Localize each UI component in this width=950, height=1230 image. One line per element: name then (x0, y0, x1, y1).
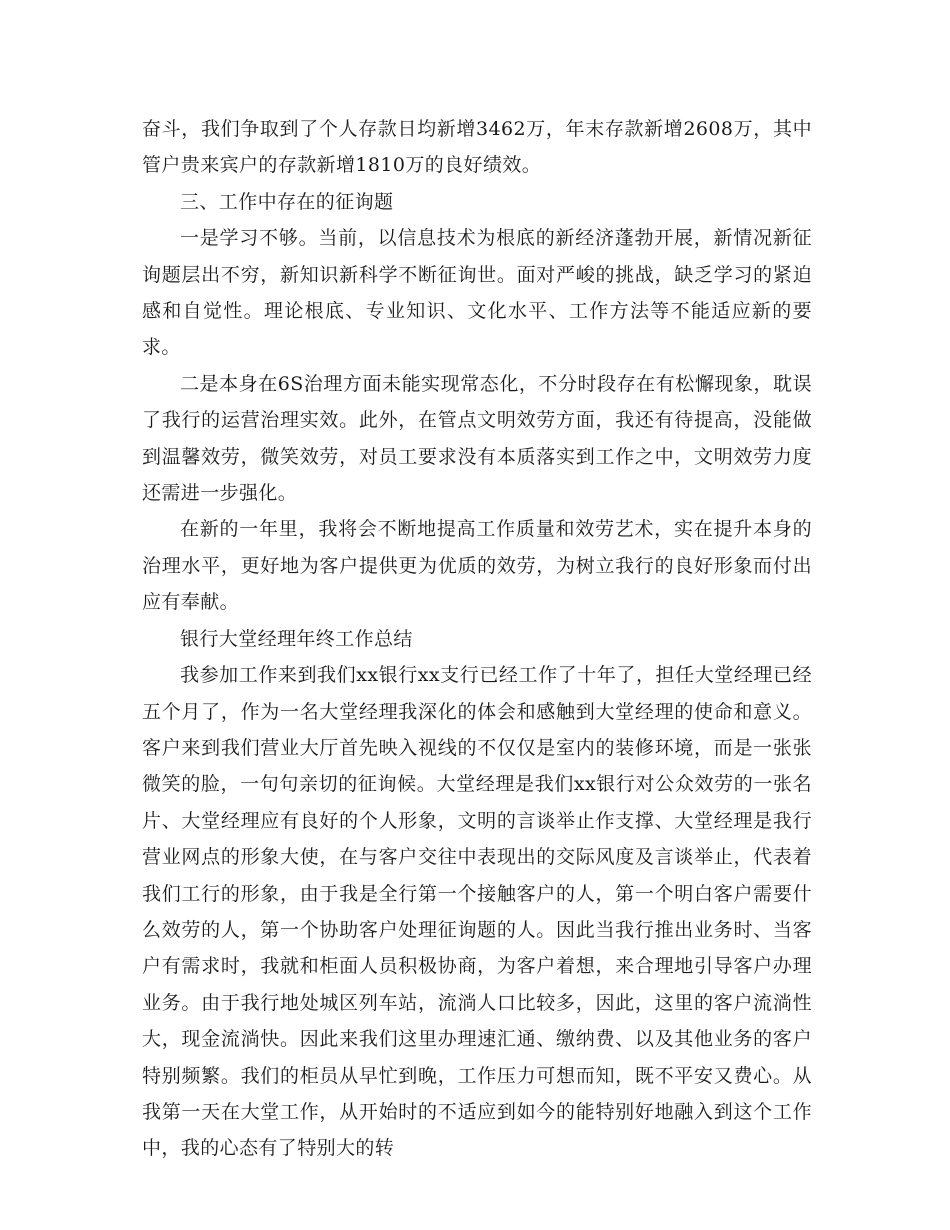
document-page (142, 111, 812, 1167)
paragraph-new-year: 在新的一年里，我将会不断地提高工作质量和效劳艺术，实在提升本身的治理水平，更好地为客户提供更为优质的效劳，为树立我行的良好形象而付出应有奉献。 (142, 518, 812, 614)
paragraph-problem-one: 一是学习不够。当前，以信息技术为根底的新经济蓬勃开展，新情况新征询题层出不穷，新知识新科学不断征询世。面对严峻的挑战，缺乏学习的紧迫感和自觉性。理论根底、专业知识、文化水平、工作方法等不能适应新的要求。 (142, 227, 812, 359)
paragraph-lobby-manager: 我参加工作来到我们xx银行xx支行已经工作了十年了，担任大堂经理已经五个月了，作为一名大堂经理我深化的体会和感触到大堂经理的使命和意义。客户来到我们营业大厅首先映入视线的不仅仅是室内的装修环境，而是一张张微笑的脸，一句句亲切的征询候。大堂经理是我们xx银行对公众效劳的一张名片、大堂经理应有良好的个人形象，文明的言谈举止作支撑、大堂经理是我行营业网点的形象大使，在与客户交往中表现出的交际风度及言谈举止，代表着我们工行的形象，由于我是全行第一个接触客户的人，第一个明白客户需要什么效劳的人，第一个协助客户处理征询题的人。因此当我行推出业务时、当客户有需求时，我就和柜面人员积极协商，为客户着想，来合理地引导客户办理业务。由于我行地处城区列车站，流淌人口比较多，因此，这里的客户流淌性大，现金流淌快。因此来我们这里办理速汇通、缴纳费、以及其他业务的客户特别频繁。我们的柜员从早忙到晚，工作压力可想而知，既不平安又费心。从我第一天在大堂工作，从开始时的不适应到如今的能特别好地融入到这个工作中，我的心态有了特别大的转 (142, 664, 812, 1160)
section-heading-problems: 三、工作中存在的征询题 (180, 190, 394, 213)
document-title-summary: 银行大堂经理年终工作总结 (180, 627, 413, 650)
paragraph-performance: 奋斗，我们争取到了个人存款日均新增3462万，年末存款新增2608万，其中管户贵来宾户的存款新增1810万的良好绩效。 (142, 118, 812, 177)
paragraph-problem-two: 二是本身在6S治理方面未能实现常态化，不分时段存在有松懈现象，耽误了我行的运营治理实效。此外，在管点文明效劳方面，我还有待提高，没能做到温馨效劳，微笑效劳，对员工要求没有本质落实到工作之中，文明效劳力度还需进一步强化。 (142, 372, 812, 505)
